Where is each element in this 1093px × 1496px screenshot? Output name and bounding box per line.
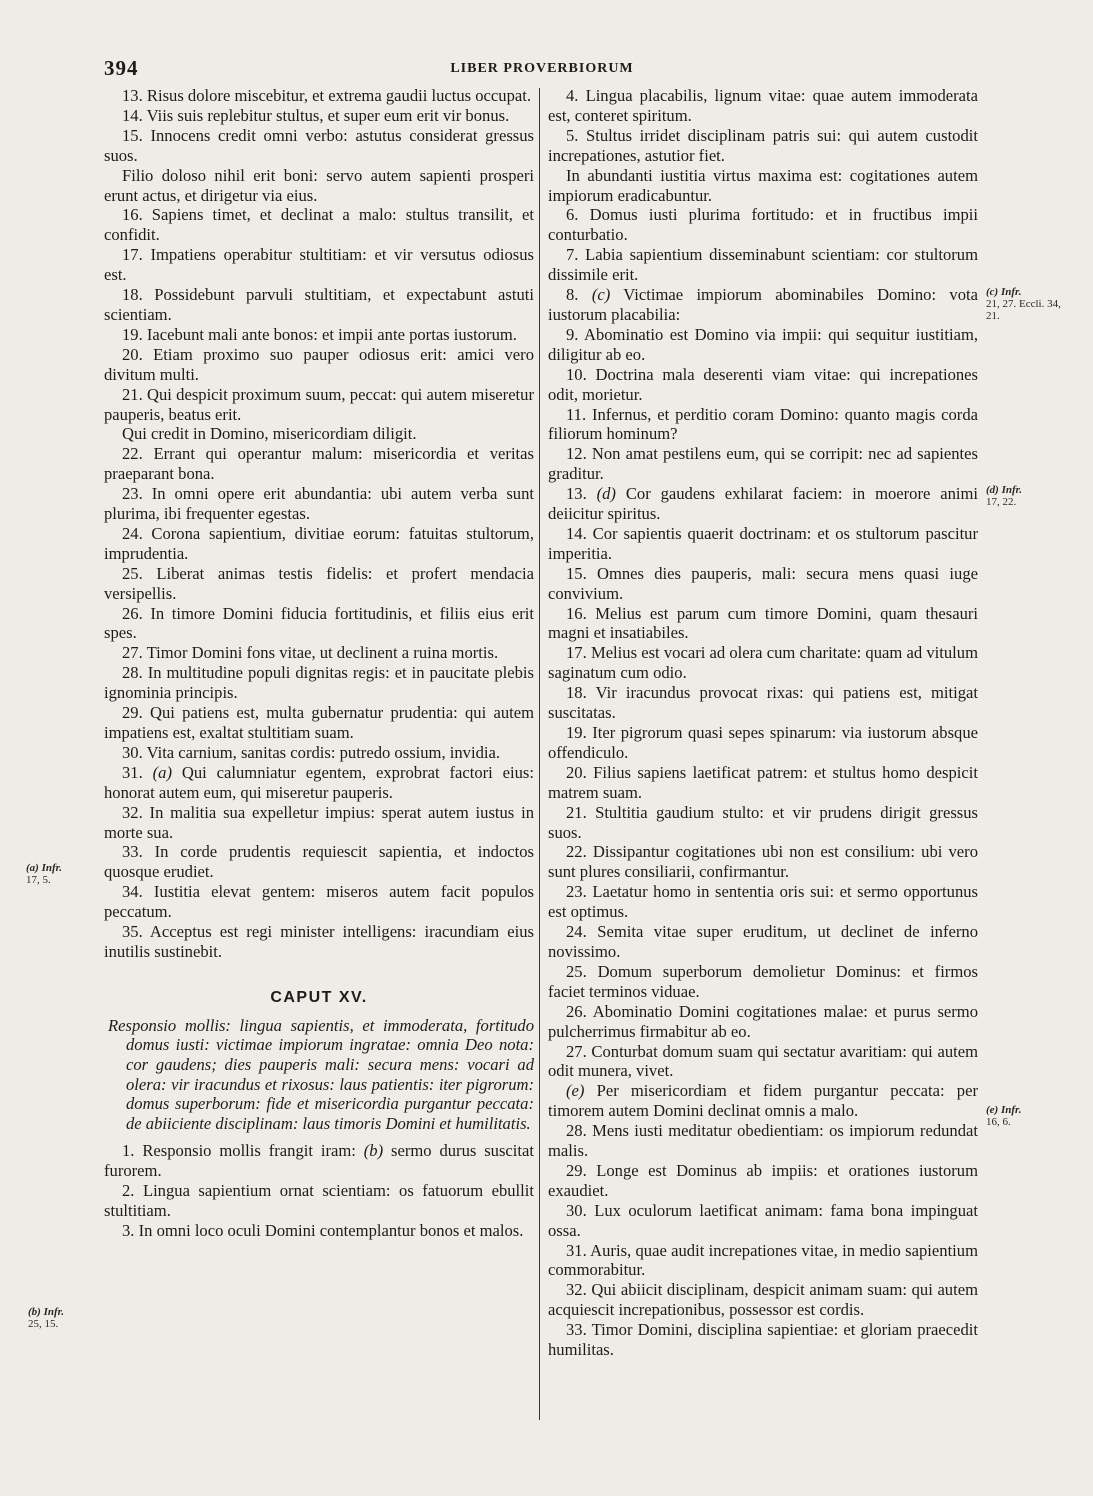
verse: 15. Innocens credit omni verbo: astutus considerat gressus suos. (104, 125, 534, 165)
verse: 27. Conturbat domum suam qui sectatur avaritiam: qui autem odit munera, vivet. (548, 1041, 978, 1081)
verse: 16. Sapiens timet, et declinat a malo: stultus transilit, et confidit. (104, 205, 534, 245)
verse-number: 31. (122, 762, 143, 782)
verse: 15. Omnes dies pauperis, mali: secura mens quasi iuge convivium. (548, 563, 978, 603)
verse: 18. Possidebunt parvuli stultitiam, et expectabunt astuti scientiam. (104, 285, 534, 324)
verse-e (548, 1081, 978, 1121)
right-verses-end (548, 1121, 978, 1360)
verse: 9. Abominatio est Domino via impii: qui sequitur iustitiam, diligitur ab eo. (548, 324, 978, 364)
verse-number: 8. (566, 285, 579, 305)
verse: 32. In malitia sua expelletur impius: sperat autem iustus in morte sua. (104, 802, 534, 842)
margin-note-c (986, 286, 1066, 322)
verse: 19. Iter pigrorum quasi sepes spinarum: via iustorum absque offendiculo. (548, 723, 978, 762)
verse-31 (104, 763, 534, 803)
verse: 18. Vir iracundus provocat rixas: qui patiens est, mitigat suscitatas. (548, 683, 978, 723)
verse-text: sermo durus suscitat furorem. (104, 1141, 534, 1181)
chapter-title: CAPUT XV. (270, 988, 368, 1006)
verse-13 (548, 484, 978, 524)
verse: 17. Melius est vocari ad olera cum charitate: quam ad vitulum saginatum cum odio. (548, 643, 978, 683)
chapter-summary: Responsio mollis: lingua sapientis, et immoderata, fortitudo domus iusti: victimae impiorum ingratae: omnia Deo nota: cor gaudens; dies pauperis mali: secura mens: vocari ad olera: vir iracundus et rixosus: laus patientis: iter pigrorum: domus superborum: fide et misericordia purgantur peccata: de abiiciente disciplinam: laus timoris Domini et humilitatis. (108, 1015, 534, 1133)
verse: 33. Timor Domini, disciplina sapientiae: et gloriam praecedit humilitas. (548, 1320, 978, 1360)
verse: In abundanti iustitia virtus maxima est: cogitationes autem impiorum eradicabuntur. (548, 165, 978, 205)
verse: 31. Auris, quae audit increpationes vitae, in medio sapientium commorabitur. (548, 1240, 978, 1280)
verse-text: Cor gaudens exhilarat faciem: in moerore animi deiicitur spiritus. (548, 484, 978, 524)
margin-note-label: (a) Infr. (26, 862, 63, 874)
verse: 30. Vita carnium, sanitas cordis: putredo ossium, invidia. (122, 742, 500, 762)
verse: 14. Viis suis replebitur stultus, et super eum erit vir bonus. (122, 105, 510, 125)
verse: 29. Qui patiens est, multa gubernatur prudentia: qui autem impatiens est, exaltat stultitiam suam. (104, 703, 534, 742)
verse: 26. In timore Domini fiducia fortitudinis, et filiis eius erit spes. (104, 603, 534, 643)
right-verses-late (548, 524, 978, 1081)
verse-text: Per misericordiam et fidem purgantur peccata: per timorem autem Domini declinat omnis a malo. (548, 1081, 978, 1121)
verse: 32. Qui abiicit disciplinam, despicit animam suam: qui autem acquiescit increpationibus, possessor est cordis. (548, 1280, 978, 1320)
footnote-ref-c[interactable]: (c) (591, 285, 611, 305)
verse: 23. Laetatur homo in sententia oris sui: et sermo opportunus est optimus. (548, 882, 978, 922)
margin-note-label: (e) Infr. (986, 1104, 1022, 1116)
verse: 11. Infernus, et perditio coram Domino: quanto magis corda filiorum hominum? (548, 404, 978, 444)
verse: 20. Etiam proximo suo pauper odiosus erit: amici vero divitum multi. (104, 344, 534, 384)
verse: 12. Non amat pestilens eum, qui se corripit: nec ad sapientes graditur. (548, 444, 978, 484)
right-verses-mid (548, 325, 978, 484)
verse: Qui credit in Domino, misericordiam diligit. (122, 424, 417, 444)
verse: 27. Timor Domini fons vitae, ut declinent a ruina mortis. (122, 643, 499, 663)
chapter-verse-1 (104, 1141, 534, 1181)
verse: 34. Iustitia elevat gentem: miseros autem facit populos peccatum. (104, 882, 534, 922)
margin-note-d (986, 484, 1022, 508)
verse: 13. Risus dolore miscebitur, et extrema gaudii luctus occupat. (122, 86, 532, 105)
left-column (104, 86, 534, 1241)
verse: 24. Corona sapientium, divitiae eorum: fatuitas stultorum, imprudentia. (104, 523, 534, 563)
margin-note-ref: 17, 5. (26, 874, 51, 886)
margin-note-label: (b) Infr. (28, 1306, 65, 1318)
verse: 17. Impatiens operabitur stultitiam: et vir versutus odiosus est. (104, 245, 534, 285)
running-title: LIBER PROVERBIORUM (450, 61, 634, 76)
margin-note-b (28, 1306, 64, 1330)
chapter-verses (104, 1181, 534, 1241)
verse: 25. Domum superborum demolietur Dominus: et firmos faciet terminos viduae. (548, 961, 978, 1001)
footnote-ref-b[interactable]: (b) (363, 1141, 384, 1161)
verse: 24. Semita vitae super eruditum, ut declinet de inferno novissimo. (548, 922, 978, 961)
margin-note-ref: 17, 22. (986, 496, 1017, 508)
verse: 3. In omni loco oculi Domini contemplantur bonos et malos. (122, 1220, 524, 1240)
running-head (104, 56, 980, 80)
column-divider (539, 88, 540, 1420)
verse: 7. Labia sapientium disseminabunt scientiam: cor stultorum dissimile erit. (548, 245, 978, 285)
footnote-ref-d[interactable]: (d) (596, 484, 616, 504)
verse: 10. Doctrina mala deserenti viam vitae: qui increpationes odit, morietur. (548, 364, 978, 404)
verse: 28. Mens iusti meditatur obedientiam: os impiorum redundat malis. (548, 1121, 978, 1161)
verse: 35. Acceptus est regi minister intelligens: iracundiam eius inutilis sustinebit. (104, 922, 534, 961)
footnote-ref-a[interactable]: (a) (152, 762, 172, 782)
verse: 19. Iacebunt mali ante bonos: et impii ante portas iustorum. (122, 324, 517, 344)
margin-note-ref: 25, 15. (28, 1318, 59, 1330)
verse: 16. Melius est parum cum timore Domini, quam thesauri magni et insatiabiles. (548, 603, 978, 643)
margin-note-ref: 16, 6. (986, 1116, 1011, 1128)
margin-note-ref: 21, 27. Eccli. 34, 21. (986, 298, 1061, 322)
verse: 22. Errant qui operantur malum: misericordia et veritas praeparant bona. (104, 444, 534, 484)
verse: 28. In multitudine populi dignitas regis: et in paucitate plebis ignominia principis. (104, 663, 534, 703)
margin-note-label: (c) Infr. (986, 286, 1022, 298)
margin-note-a (26, 862, 62, 886)
verse: 5. Stultus irridet disciplinam patris sui: qui autem custodit increpationes, astutior fiet. (548, 125, 978, 165)
verse: 14. Cor sapientis quaerit doctrinam: et os stultorum pascitur imperitia. (548, 523, 978, 563)
footnote-ref-e[interactable]: (e) (566, 1081, 585, 1101)
margin-note-label: (d) Infr. (986, 484, 1023, 496)
verse: 30. Lux oculorum laetificat animam: fama bona impinguat ossa. (548, 1200, 978, 1240)
verse: 4. Lingua placabilis, lignum vitae: quae autem immoderata est, conteret spiritum. (548, 86, 978, 125)
verse-number: 13. (566, 484, 587, 504)
verse: 21. Qui despicit proximum suum, peccat: qui autem miseretur pauperis, beatus erit. (104, 384, 534, 424)
verse: 33. In corde prudentis requiescit sapientia, et indoctos quosque erudiet. (104, 842, 534, 882)
right-column (548, 86, 978, 1360)
verse-8 (548, 285, 978, 325)
left-verses-after (104, 803, 534, 962)
verse: 22. Dissipantur cogitationes ubi non est consilium: ubi vero sunt plures consiliarii, confirmantur. (548, 842, 978, 882)
verse: 21. Stultitia gaudium stulto: et vir prudens dirigit gressus suos. (548, 802, 978, 842)
page-number: 394 (104, 56, 139, 80)
right-verses-before (548, 86, 978, 285)
verse: 25. Liberat animas testis fidelis: et profert mendacia versipellis. (104, 563, 534, 603)
verse: 2. Lingua sapientium ornat scientiam: os fatuorum ebullit stultitiam. (104, 1181, 534, 1221)
verse-text: 1. Responsio mollis frangit iram: (122, 1141, 356, 1161)
verse: 6. Domus iusti plurima fortitudo: et in fructibus impii conturbatio. (548, 205, 978, 245)
verse: 29. Longe est Dominus ab impiis: et orationes iustorum exaudiet. (548, 1160, 978, 1200)
left-verses (104, 86, 534, 763)
verse-text: Victimae impiorum abominabiles Domino: vota iustorum placabilia: (548, 285, 978, 324)
verse: 26. Abominatio Domini cogitationes malae: et purus sermo pulcherrimus firmabitur ab eo. (548, 1001, 978, 1041)
verse: 23. In omni opere erit abundantia: ubi autem verba sunt plurima, ibi frequenter egestas. (104, 484, 534, 524)
verse: Filio doloso nihil erit boni: servo autem sapienti prosperi erunt actus, et dirigetur via eius. (104, 165, 534, 205)
margin-note-e (986, 1104, 1021, 1128)
verse-text: Qui calumniatur egentem, exprobrat factori eius: honorat autem eum, qui miseretur pauperis. (104, 762, 534, 802)
verse: 20. Filius sapiens laetificat patrem: et stultus homo despicit matrem suam. (548, 762, 978, 802)
